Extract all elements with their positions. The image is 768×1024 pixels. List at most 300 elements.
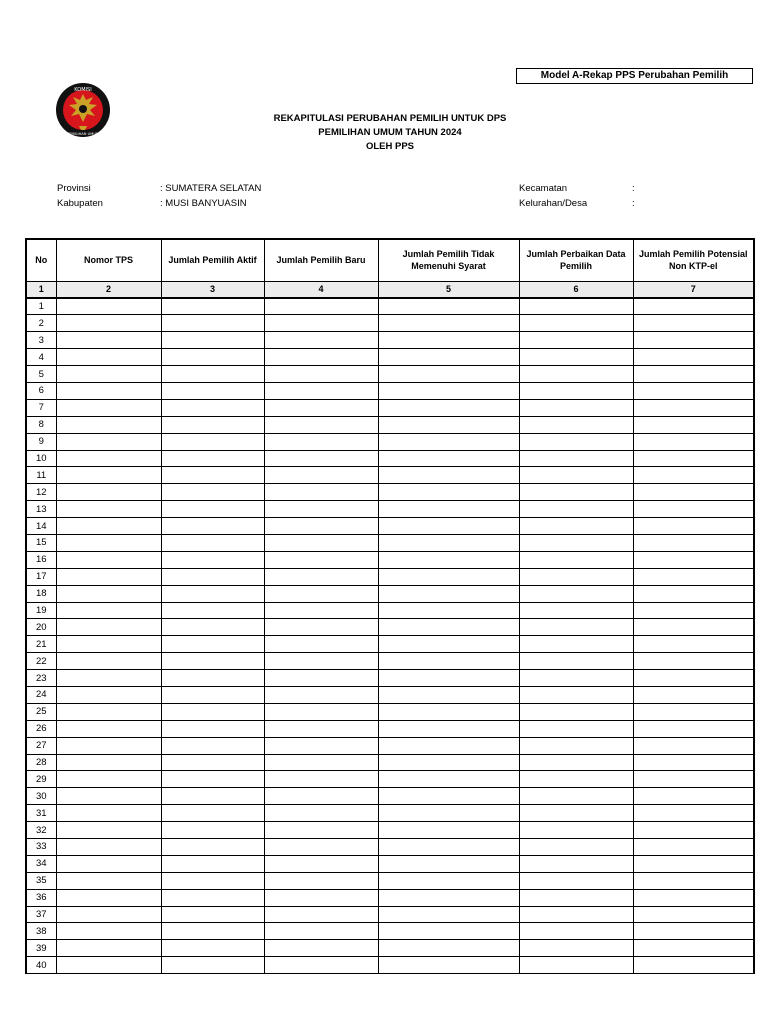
col-number: 2 [56, 281, 161, 298]
table-row [26, 771, 754, 788]
table-cell[interactable] [56, 349, 161, 366]
table-cell[interactable] [161, 315, 264, 332]
table-cell[interactable] [378, 568, 519, 585]
table-cell[interactable] [633, 602, 754, 619]
table-cell[interactable] [519, 771, 633, 788]
table-cell[interactable] [161, 703, 264, 720]
table-cell[interactable] [56, 399, 161, 416]
table-row [26, 720, 754, 737]
table-cell[interactable] [161, 889, 264, 906]
row-number: 18 [26, 585, 56, 602]
col-header-perbaikan-data: Jumlah Perbaikan Data Pemilih [519, 239, 633, 281]
table-cell[interactable] [519, 349, 633, 366]
table-cell[interactable] [56, 754, 161, 771]
table-cell[interactable] [264, 382, 378, 399]
table-cell[interactable] [378, 839, 519, 856]
table-cell[interactable] [378, 670, 519, 687]
table-cell[interactable] [56, 534, 161, 551]
table-cell[interactable] [378, 433, 519, 450]
table-cell[interactable] [519, 518, 633, 535]
table-cell[interactable] [633, 720, 754, 737]
table-cell[interactable] [378, 534, 519, 551]
table-cell[interactable] [56, 585, 161, 602]
table-cell[interactable] [264, 872, 378, 889]
table-cell[interactable] [378, 686, 519, 703]
row-number: 27 [26, 737, 56, 754]
table-row [26, 855, 754, 872]
table-cell[interactable] [161, 636, 264, 653]
table-cell[interactable] [633, 585, 754, 602]
table-cell[interactable] [519, 822, 633, 839]
table-cell[interactable] [378, 332, 519, 349]
table-cell[interactable] [161, 399, 264, 416]
table-cell[interactable] [56, 382, 161, 399]
table-cell[interactable] [56, 315, 161, 332]
table-cell[interactable] [56, 416, 161, 433]
table-cell[interactable] [519, 585, 633, 602]
table-cell[interactable] [161, 585, 264, 602]
table-cell[interactable] [56, 940, 161, 957]
table-cell[interactable] [633, 416, 754, 433]
table-row [26, 450, 754, 467]
table-row [26, 332, 754, 349]
row-number: 39 [26, 940, 56, 957]
row-number: 28 [26, 754, 56, 771]
table-cell[interactable] [56, 822, 161, 839]
row-number: 2 [26, 315, 56, 332]
table-cell[interactable] [161, 450, 264, 467]
row-number: 22 [26, 653, 56, 670]
table-cell[interactable] [519, 332, 633, 349]
row-number: 14 [26, 518, 56, 535]
table-cell[interactable] [161, 501, 264, 518]
table-cell[interactable] [633, 872, 754, 889]
row-number: 8 [26, 416, 56, 433]
col-header-pemilih-aktif: Jumlah Pemilih Aktif [161, 239, 264, 281]
table-cell[interactable] [519, 855, 633, 872]
table-cell[interactable] [56, 703, 161, 720]
table-row [26, 940, 754, 957]
table-cell[interactable] [56, 467, 161, 484]
table-cell[interactable] [633, 382, 754, 399]
table-cell[interactable] [264, 670, 378, 687]
table-cell[interactable] [56, 619, 161, 636]
table-cell[interactable] [519, 839, 633, 856]
table-cell[interactable] [633, 467, 754, 484]
table-cell[interactable] [56, 720, 161, 737]
table-cell[interactable] [161, 653, 264, 670]
table-cell[interactable] [378, 501, 519, 518]
row-number: 34 [26, 855, 56, 872]
table-cell[interactable] [633, 703, 754, 720]
table-cell[interactable] [161, 822, 264, 839]
table-cell[interactable] [264, 839, 378, 856]
table-cell[interactable] [633, 501, 754, 518]
table-cell[interactable] [519, 602, 633, 619]
table-cell[interactable] [378, 467, 519, 484]
table-cell[interactable] [633, 653, 754, 670]
table-cell[interactable] [519, 737, 633, 754]
table-cell[interactable] [161, 467, 264, 484]
table-cell[interactable] [378, 923, 519, 940]
table-cell[interactable] [56, 788, 161, 805]
table-cell[interactable] [56, 855, 161, 872]
table-cell[interactable] [56, 551, 161, 568]
table-cell[interactable] [519, 788, 633, 805]
table-cell[interactable] [519, 636, 633, 653]
table-row [26, 551, 754, 568]
table-cell[interactable] [161, 923, 264, 940]
table-cell[interactable] [519, 923, 633, 940]
table-cell[interactable] [378, 551, 519, 568]
table-cell[interactable] [161, 754, 264, 771]
table-cell[interactable] [161, 940, 264, 957]
col-number: 3 [161, 281, 264, 298]
table-cell[interactable] [264, 636, 378, 653]
row-number: 20 [26, 619, 56, 636]
table-cell[interactable] [378, 703, 519, 720]
table-cell[interactable] [264, 889, 378, 906]
table-cell[interactable] [378, 484, 519, 501]
table-cell[interactable] [161, 771, 264, 788]
table-row [26, 686, 754, 703]
row-number: 26 [26, 720, 56, 737]
table-cell[interactable] [56, 602, 161, 619]
table-cell[interactable] [264, 906, 378, 923]
table-cell[interactable] [161, 839, 264, 856]
table-cell[interactable] [633, 737, 754, 754]
table-cell[interactable] [264, 855, 378, 872]
table-cell[interactable] [264, 416, 378, 433]
col-number: 6 [519, 281, 633, 298]
table-cell[interactable] [633, 534, 754, 551]
table-cell[interactable] [264, 315, 378, 332]
table-cell[interactable] [633, 332, 754, 349]
table-cell[interactable] [519, 382, 633, 399]
table-cell[interactable] [378, 855, 519, 872]
table-cell[interactable] [633, 686, 754, 703]
table-cell[interactable] [633, 619, 754, 636]
table-cell[interactable] [161, 720, 264, 737]
table-cell[interactable] [633, 433, 754, 450]
table-cell[interactable] [56, 636, 161, 653]
table-cell[interactable] [264, 534, 378, 551]
table-row [26, 416, 754, 433]
table-cell[interactable] [56, 906, 161, 923]
table-row [26, 568, 754, 585]
kabupaten-label: Kabupaten [57, 198, 103, 209]
table-cell[interactable] [56, 433, 161, 450]
table-cell[interactable] [633, 349, 754, 366]
table-cell[interactable] [378, 399, 519, 416]
table-cell[interactable] [378, 889, 519, 906]
table-row [26, 534, 754, 551]
table-cell[interactable] [56, 298, 161, 315]
table-cell[interactable] [161, 518, 264, 535]
table-cell[interactable] [161, 349, 264, 366]
table-cell[interactable] [264, 568, 378, 585]
table-cell[interactable] [633, 636, 754, 653]
table-cell[interactable] [56, 923, 161, 940]
row-number: 7 [26, 399, 56, 416]
table-cell[interactable] [161, 906, 264, 923]
table-cell[interactable] [633, 450, 754, 467]
table-cell[interactable] [633, 670, 754, 687]
table-cell[interactable] [264, 686, 378, 703]
table-cell[interactable] [161, 484, 264, 501]
table-cell[interactable] [264, 467, 378, 484]
table-cell[interactable] [378, 585, 519, 602]
title-line-2: PEMILIHAN UMUM TAHUN 2024 [318, 127, 462, 138]
table-cell[interactable] [264, 720, 378, 737]
table-cell[interactable] [56, 872, 161, 889]
table-cell[interactable] [264, 805, 378, 822]
row-number: 21 [26, 636, 56, 653]
table-cell[interactable] [519, 399, 633, 416]
table-cell[interactable] [56, 568, 161, 585]
table-cell[interactable] [378, 602, 519, 619]
table-cell[interactable] [633, 366, 754, 383]
table-cell[interactable] [378, 940, 519, 957]
kecamatan-label: Kecamatan [519, 183, 568, 194]
table-cell[interactable] [378, 737, 519, 754]
table-cell[interactable] [161, 788, 264, 805]
table-cell[interactable] [56, 771, 161, 788]
table-cell[interactable] [519, 551, 633, 568]
row-number: 4 [26, 349, 56, 366]
row-number: 31 [26, 805, 56, 822]
table-cell[interactable] [264, 788, 378, 805]
table-cell[interactable] [633, 805, 754, 822]
table-cell[interactable] [264, 399, 378, 416]
table-row [26, 636, 754, 653]
row-number: 13 [26, 501, 56, 518]
table-cell[interactable] [378, 754, 519, 771]
table-cell[interactable] [519, 450, 633, 467]
table-cell[interactable] [378, 957, 519, 974]
table-cell[interactable] [633, 906, 754, 923]
table-row [26, 315, 754, 332]
table-cell[interactable] [519, 484, 633, 501]
table-cell[interactable] [56, 366, 161, 383]
table-cell[interactable] [161, 551, 264, 568]
table-cell[interactable] [519, 703, 633, 720]
table-cell[interactable] [264, 923, 378, 940]
table-cell[interactable] [378, 636, 519, 653]
table-cell[interactable] [378, 619, 519, 636]
table-cell[interactable] [264, 754, 378, 771]
table-cell[interactable] [633, 889, 754, 906]
row-number: 38 [26, 923, 56, 940]
table-cell[interactable] [519, 501, 633, 518]
table-cell[interactable] [378, 416, 519, 433]
table-cell[interactable] [56, 450, 161, 467]
table-cell[interactable] [161, 366, 264, 383]
table-cell[interactable] [56, 332, 161, 349]
table-cell[interactable] [378, 518, 519, 535]
table-cell[interactable] [378, 906, 519, 923]
table-cell[interactable] [378, 366, 519, 383]
table-cell[interactable] [519, 957, 633, 974]
table-cell[interactable] [161, 332, 264, 349]
table-cell[interactable] [264, 619, 378, 636]
table-cell[interactable] [264, 585, 378, 602]
table-cell[interactable] [633, 551, 754, 568]
table-cell[interactable] [378, 805, 519, 822]
title-line-3: OLEH PPS [365, 141, 415, 152]
table-row [26, 805, 754, 822]
table-cell[interactable] [264, 298, 378, 315]
table-cell[interactable] [56, 686, 161, 703]
table-cell[interactable] [264, 703, 378, 720]
table-cell[interactable] [633, 855, 754, 872]
table-row [26, 754, 754, 771]
table-cell[interactable] [633, 788, 754, 805]
table-cell[interactable] [56, 518, 161, 535]
table-cell[interactable] [161, 805, 264, 822]
table-cell[interactable] [519, 754, 633, 771]
table-cell[interactable] [378, 822, 519, 839]
table-row [26, 399, 754, 416]
table-cell[interactable] [56, 653, 161, 670]
table-row [26, 484, 754, 501]
table-cell[interactable] [519, 433, 633, 450]
table-cell[interactable] [519, 298, 633, 315]
table-cell[interactable] [519, 619, 633, 636]
table-row [26, 366, 754, 383]
table-cell[interactable] [264, 737, 378, 754]
table-cell[interactable] [633, 839, 754, 856]
table-cell[interactable] [519, 940, 633, 957]
table-cell[interactable] [264, 602, 378, 619]
table-cell[interactable] [633, 771, 754, 788]
table-cell[interactable] [633, 399, 754, 416]
table-cell[interactable] [56, 670, 161, 687]
table-cell[interactable] [519, 568, 633, 585]
table-cell[interactable] [161, 957, 264, 974]
table-cell[interactable] [519, 416, 633, 433]
table-cell[interactable] [519, 906, 633, 923]
table-cell[interactable] [264, 653, 378, 670]
table-cell[interactable] [264, 332, 378, 349]
table-cell[interactable] [161, 619, 264, 636]
table-cell[interactable] [161, 602, 264, 619]
table-cell[interactable] [264, 518, 378, 535]
table-cell[interactable] [56, 805, 161, 822]
table-cell[interactable] [519, 315, 633, 332]
table-cell[interactable] [378, 771, 519, 788]
table-row [26, 923, 754, 940]
table-cell[interactable] [378, 788, 519, 805]
table-cell[interactable] [264, 957, 378, 974]
table-cell[interactable] [378, 298, 519, 315]
table-row [26, 703, 754, 720]
table-cell[interactable] [264, 433, 378, 450]
row-number: 1 [26, 298, 56, 315]
table-cell[interactable] [378, 349, 519, 366]
table-cell[interactable] [56, 957, 161, 974]
table-cell[interactable] [264, 822, 378, 839]
table-cell[interactable] [378, 653, 519, 670]
table-cell[interactable] [378, 450, 519, 467]
table-cell[interactable] [519, 366, 633, 383]
table-cell[interactable] [56, 737, 161, 754]
table-cell[interactable] [56, 839, 161, 856]
table-row [26, 518, 754, 535]
table-cell[interactable] [161, 416, 264, 433]
table-cell[interactable] [56, 484, 161, 501]
table-cell[interactable] [161, 534, 264, 551]
table-cell[interactable] [519, 720, 633, 737]
table-cell[interactable] [519, 686, 633, 703]
provinsi-value: : SUMATERA SELATAN [160, 183, 262, 194]
row-number: 35 [26, 872, 56, 889]
table-cell[interactable] [378, 872, 519, 889]
table-cell[interactable] [264, 349, 378, 366]
table-cell[interactable] [519, 805, 633, 822]
table-cell[interactable] [161, 737, 264, 754]
table-cell[interactable] [633, 568, 754, 585]
table-cell[interactable] [378, 720, 519, 737]
row-number: 36 [26, 889, 56, 906]
table-cell[interactable] [161, 670, 264, 687]
table-cell[interactable] [264, 484, 378, 501]
table-cell[interactable] [161, 433, 264, 450]
table-cell[interactable] [633, 754, 754, 771]
table-cell[interactable] [161, 686, 264, 703]
table-cell[interactable] [633, 484, 754, 501]
table-cell[interactable] [264, 771, 378, 788]
table-cell[interactable] [519, 872, 633, 889]
table-row [26, 298, 754, 315]
table-cell[interactable] [56, 501, 161, 518]
table-cell[interactable] [161, 382, 264, 399]
table-row [26, 957, 754, 974]
table-cell[interactable] [378, 315, 519, 332]
table-cell[interactable] [633, 518, 754, 535]
table-cell[interactable] [633, 940, 754, 957]
table-cell[interactable] [161, 855, 264, 872]
table-cell[interactable] [633, 923, 754, 940]
table-cell[interactable] [633, 315, 754, 332]
table-cell[interactable] [264, 940, 378, 957]
table-cell[interactable] [633, 822, 754, 839]
table-row [26, 670, 754, 687]
col-header-potensial-non-ktp: Jumlah Pemilih Potensial Non KTP-el [633, 239, 754, 281]
table-cell[interactable] [56, 889, 161, 906]
table-row [26, 906, 754, 923]
table-cell[interactable] [633, 298, 754, 315]
table-cell[interactable] [519, 889, 633, 906]
table-cell[interactable] [161, 298, 264, 315]
table-cell[interactable] [519, 534, 633, 551]
table-cell[interactable] [633, 957, 754, 974]
table-cell[interactable] [378, 382, 519, 399]
row-number: 10 [26, 450, 56, 467]
row-number: 33 [26, 839, 56, 856]
table-cell[interactable] [519, 653, 633, 670]
table-cell[interactable] [519, 467, 633, 484]
row-number: 15 [26, 534, 56, 551]
row-number: 25 [26, 703, 56, 720]
table-cell[interactable] [161, 872, 264, 889]
table-cell[interactable] [264, 450, 378, 467]
table-cell[interactable] [264, 551, 378, 568]
table-cell[interactable] [161, 568, 264, 585]
table-cell[interactable] [264, 501, 378, 518]
table-cell[interactable] [264, 366, 378, 383]
table-cell[interactable] [519, 670, 633, 687]
